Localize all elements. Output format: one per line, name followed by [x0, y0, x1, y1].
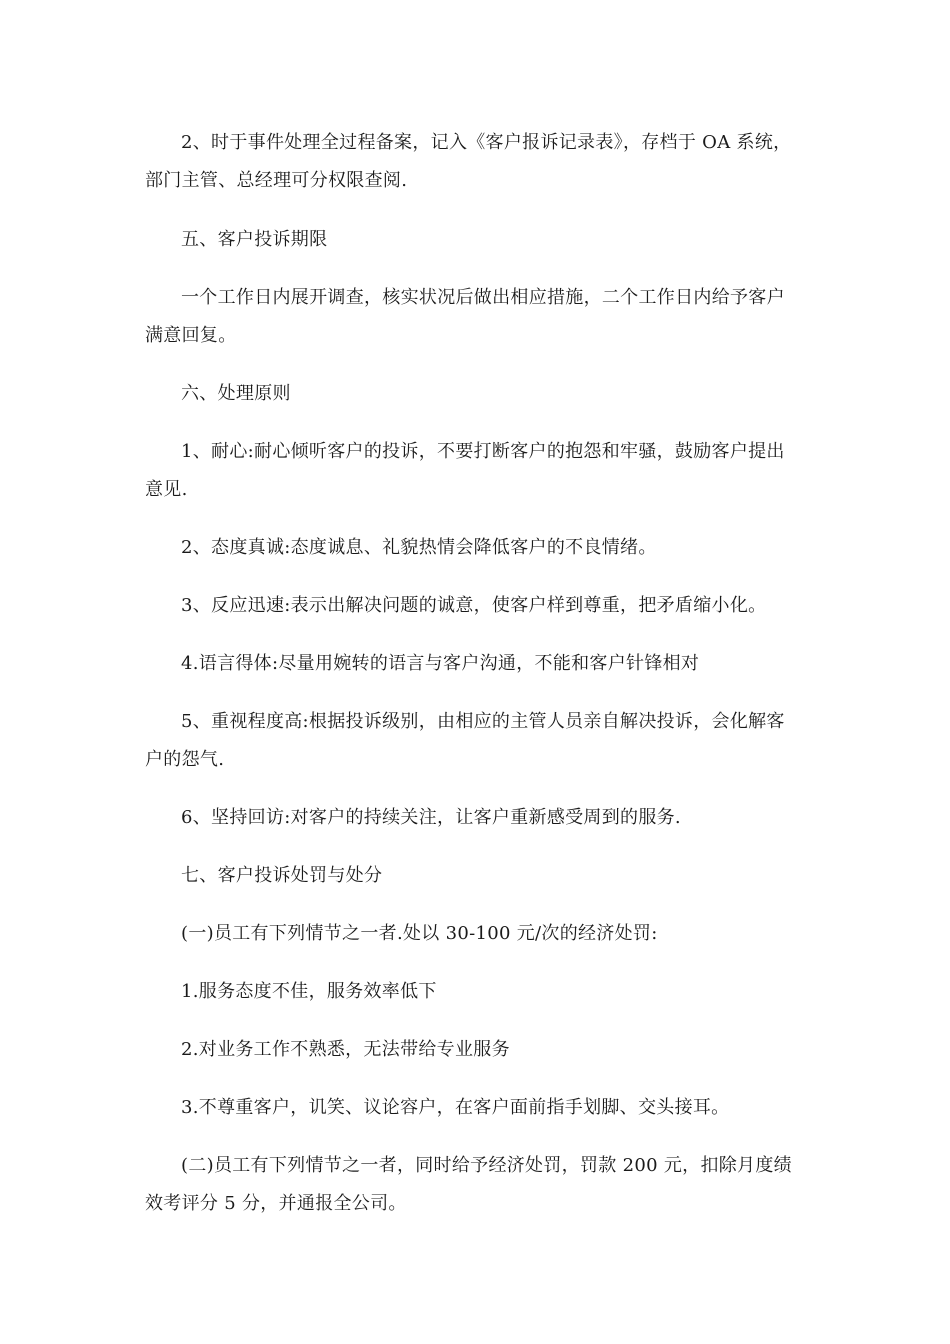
- paragraph-line: 户的怨气.: [145, 749, 225, 770]
- paragraph-line: 4.语言得体:尽量用婉转的语言与客户沟通，不能和客户针锋相对: [181, 653, 700, 674]
- paragraph-line: 1.服务态度不佳，服务效率低下: [181, 981, 437, 1002]
- paragraph-line: 效考评分 5 分，并通报全公司。: [145, 1193, 407, 1214]
- paragraph-line: 部门主管、总经理可分权限查阅.: [145, 170, 408, 191]
- paragraph-line: 2、时于事件处理全过程备案，记入《客户报诉记录表》，存档于 OA 系统，: [181, 132, 792, 153]
- paragraph-line: 满意回复。: [145, 325, 237, 346]
- paragraph-line: 2、态度真诚:态度诚息、礼貌热情会降低客户的不良情绪。: [181, 537, 657, 558]
- paragraph-line: (二)员工有下列情节之一者，同时给予经济处罚，罚款 200 元，扣除月度绩: [181, 1155, 792, 1176]
- paragraph-line: 5、重视程度高:根据投诉级别，由相应的主管人员亲自解决投诉，会化解客: [181, 711, 785, 732]
- paragraph-line: 2.对业务工作不熟悉，无法带给专业服务: [181, 1039, 510, 1060]
- paragraph-line: (一)员工有下列情节之一者.处以 30-100 元/次的经济处罚:: [181, 923, 658, 944]
- section-heading: 七、客户投诉处罚与处分: [181, 865, 383, 886]
- paragraph-line: 意见.: [145, 479, 188, 500]
- paragraph-line: 1、耐心:耐心倾听客户的投诉，不要打断客户的抱怨和牢骚，鼓励客户提出: [181, 441, 785, 462]
- section-heading: 六、处理原则: [181, 383, 291, 404]
- paragraph-line: 3.不尊重客户，讥笑、议论容户，在客户面前指手划脚、交头接耳。: [181, 1097, 730, 1118]
- section-heading: 五、客户投诉期限: [181, 229, 328, 250]
- paragraph-line: 3、反应迅速:表示出解决问题的诚意，使客户样到尊重，把矛盾缩小化。: [181, 595, 767, 616]
- paragraph-line: 一个工作日内展开调查，核实状况后做出相应措施，二个工作日内给予客户: [181, 287, 785, 308]
- paragraph-line: 6、坚持回访:对客户的持续关注，让客户重新感受周到的服务.: [181, 807, 681, 828]
